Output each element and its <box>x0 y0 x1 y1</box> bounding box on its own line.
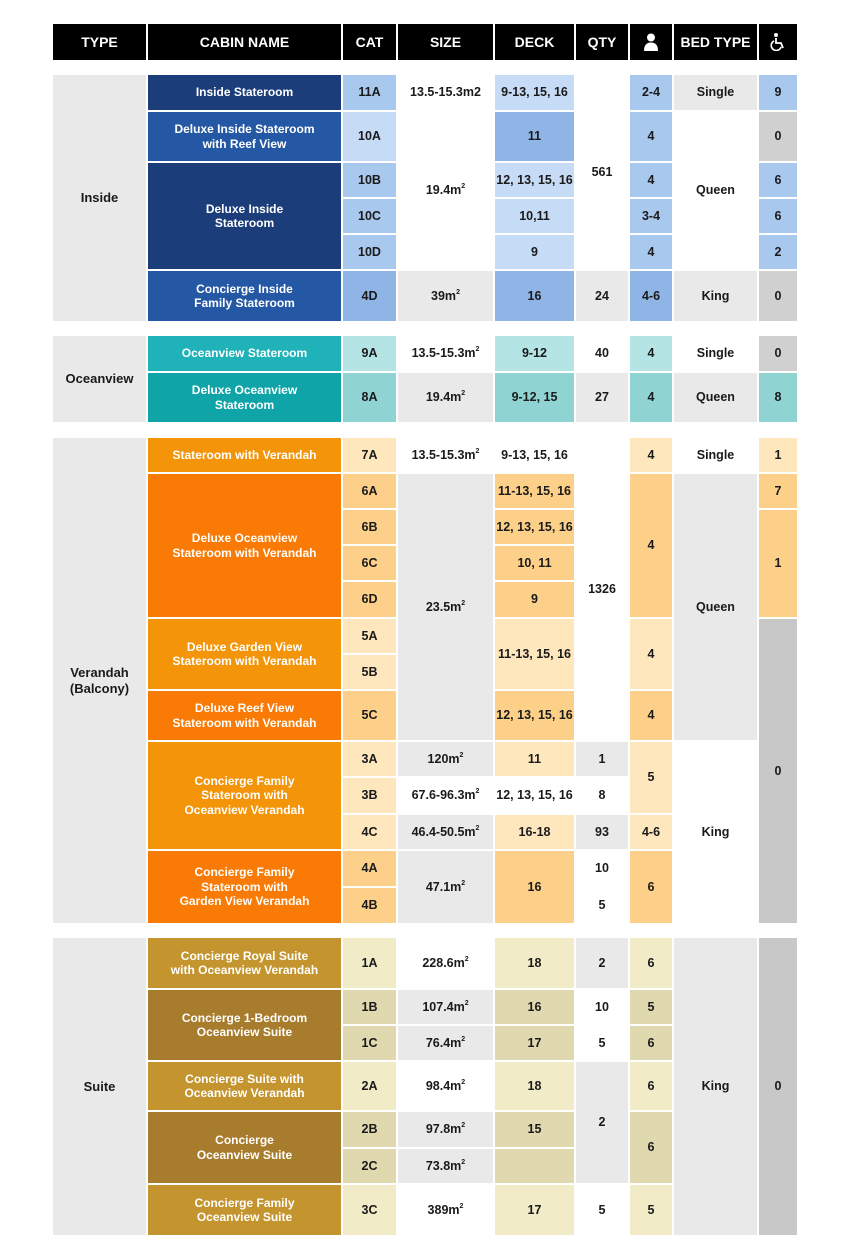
header-bed-type: BED TYPE <box>674 24 757 60</box>
cabin-name: Deluxe Inside Stateroom with Reef View <box>148 112 341 161</box>
deck-cell: 16 <box>495 990 574 1024</box>
bed-cell: Queen <box>674 112 757 269</box>
size-cell: 73.8m $^2$ <box>398 1149 493 1183</box>
cat-cell: 5B <box>343 655 396 689</box>
cat-cell: 2C <box>343 1149 396 1183</box>
bed-cell: King <box>674 938 757 1235</box>
size-cell: 19.4m $^2$ <box>398 373 493 422</box>
header-cabin-name: CABIN NAME <box>148 24 341 60</box>
deck-cell: 16 <box>495 851 574 923</box>
size-value: 76.4m <box>425 1035 462 1050</box>
type-verandah: Verandah (Balcony) <box>53 438 146 923</box>
deck-cell: 9 <box>495 582 574 617</box>
guests-cell: 4 <box>630 373 672 422</box>
qty-cell: 93 <box>576 815 628 849</box>
deck-cell: 9 <box>495 235 574 269</box>
size-value: 19.4m <box>425 183 462 197</box>
deck-cell: 12, 13, 15, 16 <box>495 778 574 813</box>
qty-cell: 27 <box>576 373 628 422</box>
size-value: 13.5-15.3m <box>411 447 476 462</box>
size-cell: 23.5m $^2$ <box>398 474 493 740</box>
deck-cell: 12, 13, 15, 16 <box>495 691 574 740</box>
bed-cell: Single <box>674 75 757 110</box>
cat-cell: 1C <box>343 1026 396 1060</box>
cabin-name: Concierge Inside Family Stateroom <box>148 271 341 321</box>
guests-cell: 4-6 <box>630 271 672 321</box>
guests-cell: 4 <box>630 163 672 197</box>
qty-cell: 8 <box>576 778 628 813</box>
cabin-name: Deluxe Inside Stateroom <box>148 163 341 269</box>
size-value: 228.6m <box>422 955 465 970</box>
cabin-name: Deluxe Oceanview Stateroom with Verandah <box>148 474 341 617</box>
size-value: 67.6-96.3m <box>411 788 476 802</box>
access-cell: 1 <box>759 438 797 472</box>
cabin-name: Oceanview Stateroom <box>148 336 341 371</box>
guests-cell: 4-6 <box>630 815 672 849</box>
type-suite: Suite <box>53 938 146 1235</box>
cat-cell: 4D <box>343 271 396 321</box>
access-cell: 6 <box>759 199 797 233</box>
cabin-name: Concierge Royal Suite with Oceanview Verandah <box>148 938 341 988</box>
deck-cell: 16-18 <box>495 815 574 849</box>
size-value: 98.4m <box>425 1078 462 1093</box>
guests-cell: 4 <box>630 235 672 269</box>
size-value: 97.8m <box>425 1122 462 1136</box>
guests-cell: 4 <box>630 474 672 617</box>
size-cell: 97.8m $^2$ <box>398 1112 493 1147</box>
access-cell: 8 <box>759 373 797 422</box>
qty-cell: 2 <box>576 1062 628 1183</box>
guests-cell: 3-4 <box>630 199 672 233</box>
bed-cell: King <box>674 271 757 321</box>
size-value: 107.4m <box>422 999 465 1014</box>
deck-cell: 18 <box>495 938 574 988</box>
guests-cell: 5 <box>630 990 672 1024</box>
size-cell: 13.5-15.3m $^2$ <box>398 438 493 472</box>
cat-cell: 10D <box>343 235 396 269</box>
size-cell: 76.4m $^2$ <box>398 1026 493 1060</box>
guests-cell: 6 <box>630 1062 672 1110</box>
size-cell: 120m $^2$ <box>398 742 493 776</box>
header-qty: QTY <box>576 24 628 60</box>
bed-cell: Single <box>674 336 757 371</box>
header-type: TYPE <box>53 24 146 60</box>
access-cell: 0 <box>759 336 797 371</box>
size-value: 120m <box>427 751 460 766</box>
guests-cell: 5 <box>630 1185 672 1235</box>
guests-cell: 4 <box>630 691 672 740</box>
cat-cell: 1A <box>343 938 396 988</box>
header-deck: DECK <box>495 24 574 60</box>
cat-cell: 10B <box>343 163 396 197</box>
deck-cell: 16 <box>495 271 574 321</box>
cabin-name: Inside Stateroom <box>148 75 341 110</box>
size-value: 39m <box>431 288 457 303</box>
cat-cell: 1B <box>343 990 396 1024</box>
cat-cell: 6C <box>343 546 396 580</box>
size-cell: 19.4m $^2$ <box>398 112 493 269</box>
size-value: 19.4m <box>425 390 462 404</box>
cat-cell: 6D <box>343 582 396 617</box>
size-cell: 67.6-96.3m $^2$ <box>398 778 493 813</box>
size-value: 73.8m <box>425 1158 462 1173</box>
size-value: 13.5-15.3m <box>411 346 476 360</box>
deck-cell: 11 <box>495 742 574 776</box>
cat-cell: 10A <box>343 112 396 161</box>
cat-cell: 6B <box>343 510 396 544</box>
guests-cell: 4 <box>630 336 672 371</box>
access-cell: 0 <box>759 938 797 1235</box>
size-value: 23.5m <box>425 599 462 614</box>
qty-cell: 40 <box>576 336 628 371</box>
access-cell: 1 <box>759 510 797 617</box>
size-cell: 389m $^2$ <box>398 1185 493 1235</box>
cat-cell: 7A <box>343 438 396 472</box>
cat-cell: 2A <box>343 1062 396 1110</box>
cabin-name: Concierge 1-Bedroom Oceanview Suite <box>148 990 341 1060</box>
qty-cell: 561 <box>576 75 628 269</box>
deck-cell: 10,11 <box>495 199 574 233</box>
cabin-name: Deluxe Oceanview Stateroom <box>148 373 341 422</box>
access-cell: 0 <box>759 619 797 923</box>
access-cell: 0 <box>759 112 797 161</box>
cat-cell: 4B <box>343 888 396 923</box>
deck-cell: 9-12 <box>495 336 574 371</box>
qty-cell: 2 <box>576 938 628 988</box>
deck-cell: 11-13, 15, 16 <box>495 474 574 508</box>
cat-cell: 8A <box>343 373 396 422</box>
person-icon <box>630 24 672 60</box>
size-cell: 13.5-15.3m2 <box>398 75 493 110</box>
guests-cell: 4 <box>630 619 672 689</box>
deck-cell: 12, 13, 15, 16 <box>495 510 574 544</box>
deck-cell: 15 <box>495 1112 574 1147</box>
deck-cell: 9-13, 15, 16 <box>495 438 574 472</box>
deck-cell <box>495 1149 574 1183</box>
guests-cell: 6 <box>630 1112 672 1183</box>
cat-cell: 4C <box>343 815 396 849</box>
qty-cell: 10 <box>576 851 628 886</box>
size-cell: 13.5-15.3m $^2$ <box>398 336 493 371</box>
qty-cell: 5 <box>576 1185 628 1235</box>
size-cell: 46.4-50.5m $^2$ <box>398 815 493 849</box>
deck-cell: 9-12, 15 <box>495 373 574 422</box>
guests-cell: 2-4 <box>630 75 672 110</box>
access-cell: 2 <box>759 235 797 269</box>
qty-cell: 10 <box>576 990 628 1024</box>
bed-cell: Single <box>674 438 757 472</box>
cabin-name: Deluxe Reef View Stateroom with Verandah <box>148 691 341 740</box>
deck-cell: 12, 13, 15, 16 <box>495 163 574 197</box>
size-value: 47.1m <box>425 879 462 894</box>
guests-cell: 4 <box>630 438 672 472</box>
qty-cell: 1 <box>576 742 628 776</box>
type-oceanview: Oceanview <box>53 336 146 422</box>
cabin-name: Stateroom with Verandah <box>148 438 341 472</box>
deck-cell: 11 <box>495 112 574 161</box>
cat-cell: 3A <box>343 742 396 776</box>
guests-cell: 4 <box>630 112 672 161</box>
guests-cell: 6 <box>630 1026 672 1060</box>
qty-cell: 5 <box>576 888 628 923</box>
cabin-name: Concierge Family Stateroom with Garden View Verandah <box>148 851 341 923</box>
guests-cell: 5 <box>630 742 672 813</box>
access-cell: 0 <box>759 271 797 321</box>
bed-cell: Queen <box>674 474 757 740</box>
qty-cell: 1326 <box>576 438 628 740</box>
cat-cell: 11A <box>343 75 396 110</box>
cabin-name: Concierge Oceanview Suite <box>148 1112 341 1183</box>
access-cell: 7 <box>759 474 797 508</box>
size-cell: 47.1m $^2$ <box>398 851 493 923</box>
cat-cell: 4A <box>343 851 396 886</box>
deck-cell: 11-13, 15, 16 <box>495 619 574 689</box>
cat-cell: 9A <box>343 336 396 371</box>
cabin-name: Concierge Family Stateroom with Oceanview Verandah <box>148 742 341 849</box>
deck-cell: 18 <box>495 1062 574 1110</box>
qty-cell: 24 <box>576 271 628 321</box>
cat-cell: 6A <box>343 474 396 508</box>
access-cell: 6 <box>759 163 797 197</box>
cat-cell: 3C <box>343 1185 396 1235</box>
size-cell: 107.4m $^2$ <box>398 990 493 1024</box>
wheelchair-icon <box>759 24 797 60</box>
header-size: SIZE <box>398 24 493 60</box>
access-cell: 9 <box>759 75 797 110</box>
cabin-name: Deluxe Garden View Stateroom with Verandah <box>148 619 341 689</box>
deck-cell: 17 <box>495 1026 574 1060</box>
cabin-name: Concierge Family Oceanview Suite <box>148 1185 341 1235</box>
size-value: 389m <box>427 1202 460 1217</box>
deck-cell: 10, 11 <box>495 546 574 580</box>
bed-cell: King <box>674 742 757 923</box>
deck-cell: 9-13, 15, 16 <box>495 75 574 110</box>
cat-cell: 10C <box>343 199 396 233</box>
guests-cell: 6 <box>630 851 672 923</box>
cat-cell: 2B <box>343 1112 396 1147</box>
size-cell: 98.4m $^2$ <box>398 1062 493 1110</box>
size-cell: 39m $^2$ <box>398 271 493 321</box>
cat-cell: 5C <box>343 691 396 740</box>
size-cell: 228.6m $^2$ <box>398 938 493 988</box>
deck-cell: 17 <box>495 1185 574 1235</box>
type-inside: Inside <box>53 75 146 321</box>
cat-cell: 5A <box>343 619 396 653</box>
header-cat: CAT <box>343 24 396 60</box>
size-value: 46.4-50.5m <box>411 824 476 839</box>
qty-cell: 5 <box>576 1026 628 1060</box>
cat-cell: 3B <box>343 778 396 813</box>
guests-cell: 6 <box>630 938 672 988</box>
bed-cell: Queen <box>674 373 757 422</box>
cabin-name: Concierge Suite with Oceanview Verandah <box>148 1062 341 1110</box>
